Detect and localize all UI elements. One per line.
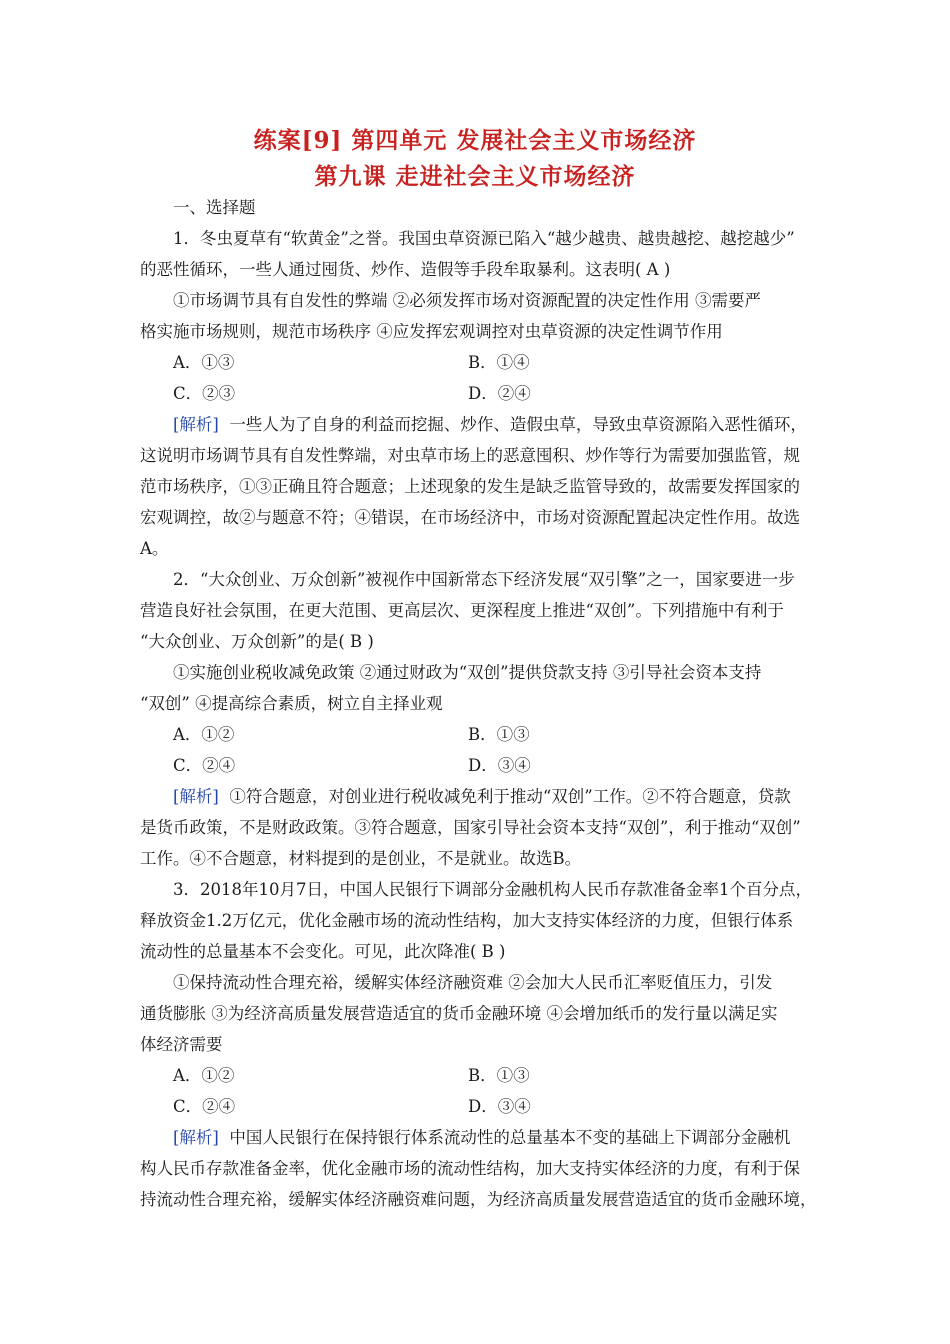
q3-statements-line1: ①保持流动性合理充裕，缓解实体经济融资难 ②会加大人民币汇率贬值压力，引发 bbox=[173, 973, 773, 992]
q2-analysis-line2: 是货币政策，不是财政政策。③符合题意，国家引导社会资本支持“双创”，利于推动“双创” bbox=[140, 818, 801, 837]
analysis-label: [解析] bbox=[173, 1128, 219, 1147]
section-heading: 一、选择题 bbox=[173, 198, 256, 217]
q3-analysis-text: 中国人民银行在保持银行体系流动性的总量基本不变的基础上下调部分金融机 bbox=[229, 1128, 791, 1147]
q1-stem-line1: 1．冬虫夏草有“软黄金”之誉。我国虫草资源已陷入“越少越贵、越贵越挖、越挖越少” bbox=[173, 229, 795, 248]
q1-option-a: A．①③ bbox=[173, 353, 235, 372]
analysis-label: [解析] bbox=[173, 787, 219, 806]
q1-option-d: D．②④ bbox=[468, 384, 531, 403]
q2-analysis-text: ①符合题意，对创业进行税收减免利于推动“双创”工作。②不符合题意，贷款 bbox=[229, 787, 791, 806]
q3-option-b: B．①③ bbox=[468, 1066, 530, 1085]
q2-statements-line2: “双创” ④提高综合素质，树立自主择业观 bbox=[140, 694, 443, 713]
page-title: 练案[9] 第四单元 发展社会主义市场经济 bbox=[253, 127, 697, 154]
q2-analysis-line3: 工作。④不合题意，材料提到的是创业，不是就业。故选B。 bbox=[140, 849, 582, 868]
q3-option-a: A．①② bbox=[173, 1066, 235, 1085]
q1-analysis-line2: 这说明市场调节具有自发性弊端，对虫草市场上的恶意囤积、炒作等行为需要加强监管，规 bbox=[140, 446, 800, 465]
q1-statements-line1: ①市场调节具有自发性的弊端 ②必须发挥市场对资源配置的决定性作用 ③需要严 bbox=[173, 291, 761, 310]
q3-stem-line2: 释放资金1.2万亿元，优化金融市场的流动性结构，加大支持实体经济的力度，但银行体系 bbox=[140, 911, 794, 930]
analysis-label: [解析] bbox=[173, 415, 219, 434]
lesson-title: 第九课 走进社会主义市场经济 bbox=[314, 163, 636, 190]
q2-stem-line1: 2．“大众创业、万众创新”被视作中国新常态下经济发展“双引擎”之一，国家要进一步 bbox=[173, 570, 795, 589]
q3-statements-line2: 通货膨胀 ③为经济高质量发展营造适宜的货币金融环境 ④会增加纸币的发行量以满足实 bbox=[140, 1004, 778, 1023]
q3-analysis-line2: 构人民币存款准备金率，优化金融市场的流动性结构，加大支持实体经济的力度，有利于保 bbox=[140, 1159, 800, 1178]
q3-stem-line1: 3．2018年10月7日，中国人民银行下调部分金融机构人民币存款准备金率1个百分点， bbox=[173, 880, 812, 899]
q3-analysis-line3: 持流动性合理充裕，缓解实体经济融资难问题，为经济高质量发展营造适宜的货币金融环境， bbox=[140, 1190, 817, 1209]
q2-option-c: C．②④ bbox=[173, 756, 236, 775]
q1-option-c: C．②③ bbox=[173, 384, 236, 403]
q2-option-d: D．③④ bbox=[468, 756, 531, 775]
q1-analysis-text: 一些人为了自身的利益而挖掘、炒作、造假虫草，导致虫草资源陷入恶性循环， bbox=[229, 415, 807, 434]
q3-statements-line3: 体经济需要 bbox=[140, 1035, 223, 1054]
q1-analysis-line3: 范市场秩序，①③正确且符合题意；上述现象的发生是缺乏监管导致的，故需要发挥国家的 bbox=[140, 477, 800, 496]
q2-analysis-line1 bbox=[173, 787, 853, 807]
q2-option-b: B．①③ bbox=[468, 725, 530, 744]
q2-stem-line3: “大众创业、万众创新”的是( B ) bbox=[140, 632, 374, 651]
q1-analysis-line5: A。 bbox=[140, 539, 169, 558]
q1-analysis-line4: 宏观调控，故②与题意不符；④错误，在市场经济中，市场对资源配置起决定性作用。故选 bbox=[140, 508, 800, 527]
q2-option-a: A．①② bbox=[173, 725, 235, 744]
q2-stem-line2: 营造良好社会氛围，在更大范围、更高层次、更深程度上推进“双创”。下列措施中有利于 bbox=[140, 601, 784, 620]
q3-analysis-line1 bbox=[173, 1128, 853, 1148]
q3-option-d: D．③④ bbox=[468, 1097, 531, 1116]
q1-statements-line2: 格实施市场规则，规范市场秩序 ④应发挥宏观调控对虫草资源的决定性调节作用 bbox=[140, 322, 723, 341]
q1-stem-line2: 的恶性循环，一些人通过囤货、炒作、造假等手段牟取暴利。这表明( A ) bbox=[140, 260, 671, 279]
q1-analysis-line1 bbox=[173, 415, 853, 435]
q1-option-b: B．①④ bbox=[468, 353, 530, 372]
q3-stem-line3: 流动性的总量基本不会变化。可见，此次降准( B ) bbox=[140, 942, 506, 961]
q3-option-c: C．②④ bbox=[173, 1097, 236, 1116]
q2-statements-line1: ①实施创业税收减免政策 ②通过财政为“双创”提供贷款支持 ③引导社会资本支持 bbox=[173, 663, 762, 682]
